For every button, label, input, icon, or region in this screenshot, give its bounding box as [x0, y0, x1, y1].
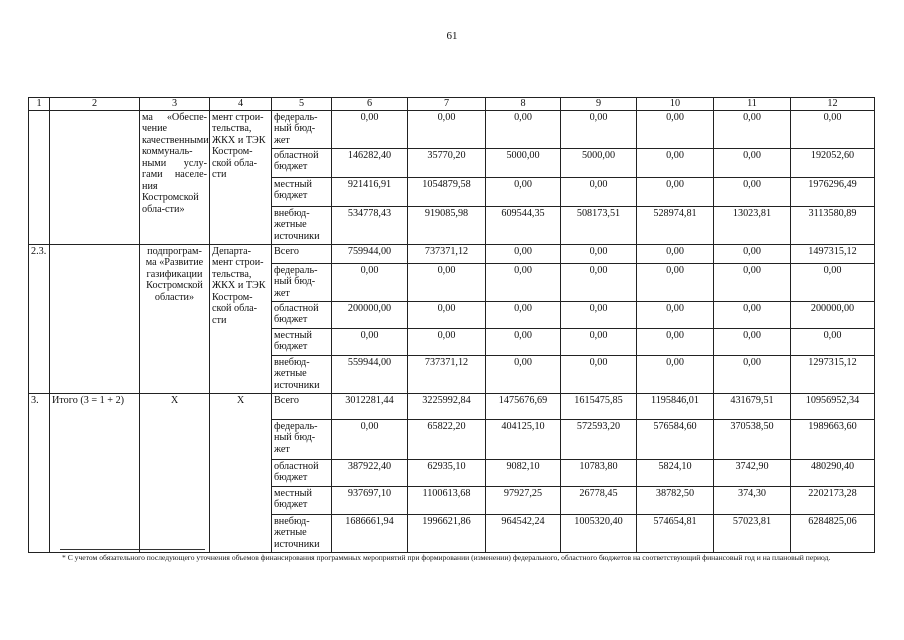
amount-cell: 0,00 — [486, 110, 561, 148]
amount-cell: 480290,40 — [791, 459, 875, 486]
amount-cell: 10956952,34 — [791, 393, 875, 419]
amount-cell: 0,00 — [714, 263, 791, 301]
column-number: 5 — [272, 98, 332, 111]
amount-cell: 0,00 — [486, 263, 561, 301]
budget-table — [28, 97, 875, 553]
amount-cell: 370538,50 — [714, 419, 791, 459]
column-number: 8 — [486, 98, 561, 111]
amount-cell: 3113580,89 — [791, 206, 875, 244]
funding-source: областной бюджет — [272, 148, 332, 177]
column-number: 4 — [210, 98, 272, 111]
amount-cell: 0,00 — [332, 110, 408, 148]
column-number: 10 — [637, 98, 714, 111]
amount-cell: 921416,91 — [332, 177, 408, 206]
executor: мент строи-тельства, ЖКХ и ТЭК Костром-ской обла-сти — [210, 110, 272, 244]
amount-cell: 1195846,01 — [637, 393, 714, 419]
amount-cell: 737371,12 — [408, 355, 486, 393]
amount-cell: 919085,98 — [408, 206, 486, 244]
amount-cell: 0,00 — [561, 328, 637, 355]
table-row — [29, 110, 875, 148]
amount-cell: 1996621,86 — [408, 514, 486, 552]
amount-cell: 508173,51 — [561, 206, 637, 244]
amount-cell: 1005320,40 — [561, 514, 637, 552]
table-row — [29, 244, 875, 263]
amount-cell: 0,00 — [714, 355, 791, 393]
amount-cell: 2202173,28 — [791, 486, 875, 514]
table-row — [29, 393, 875, 419]
amount-cell: 534778,43 — [332, 206, 408, 244]
amount-cell: 1497315,12 — [791, 244, 875, 263]
amount-cell: 65822,20 — [408, 419, 486, 459]
amount-cell: 0,00 — [561, 110, 637, 148]
amount-cell: 0,00 — [714, 110, 791, 148]
amount-cell: 0,00 — [408, 110, 486, 148]
amount-cell: 0,00 — [637, 244, 714, 263]
amount-cell: 13023,81 — [714, 206, 791, 244]
amount-cell: 937697,10 — [332, 486, 408, 514]
footnote-divider — [60, 549, 205, 550]
amount-cell: 0,00 — [332, 328, 408, 355]
funding-source: местный бюджет — [272, 328, 332, 355]
amount-cell: 0,00 — [637, 110, 714, 148]
amount-cell: 737371,12 — [408, 244, 486, 263]
column-number-row — [29, 98, 875, 111]
funding-source: областной бюджет — [272, 301, 332, 328]
amount-cell: 5824,10 — [637, 459, 714, 486]
column-number: 1 — [29, 98, 50, 111]
program-name: Х — [140, 393, 210, 552]
amount-cell: 0,00 — [714, 301, 791, 328]
column-number: 12 — [791, 98, 875, 111]
amount-cell: 559944,00 — [332, 355, 408, 393]
amount-cell: 0,00 — [637, 148, 714, 177]
amount-cell: 5000,00 — [561, 148, 637, 177]
amount-cell: 0,00 — [486, 244, 561, 263]
amount-cell: 192052,60 — [791, 148, 875, 177]
amount-cell: 0,00 — [332, 419, 408, 459]
row-number: 3. — [29, 393, 50, 552]
funding-source: внебюд-жетные источники — [272, 206, 332, 244]
amount-cell: 0,00 — [561, 177, 637, 206]
program-name-cell — [50, 244, 140, 393]
funding-source: Всего — [272, 244, 332, 263]
amount-cell: 3742,90 — [714, 459, 791, 486]
funding-source: внебюд-жетные источники — [272, 514, 332, 552]
amount-cell: 0,00 — [791, 328, 875, 355]
amount-cell: 0,00 — [637, 301, 714, 328]
funding-source: Всего — [272, 393, 332, 419]
amount-cell: 0,00 — [561, 244, 637, 263]
amount-cell: 574654,81 — [637, 514, 714, 552]
funding-source: федераль-ный бюд-жет — [272, 263, 332, 301]
amount-cell: 404125,10 — [486, 419, 561, 459]
amount-cell: 10783,80 — [561, 459, 637, 486]
amount-cell: 576584,60 — [637, 419, 714, 459]
program-name-cell — [50, 110, 140, 244]
amount-cell: 5000,00 — [486, 148, 561, 177]
row-number: 2.3. — [29, 244, 50, 393]
amount-cell: 97927,25 — [486, 486, 561, 514]
program-name: ма «Обеспе-чение качественными коммуналь-ными услу-гами населе-ния Костромской обла-сти» — [140, 110, 210, 244]
amount-cell: 0,00 — [408, 328, 486, 355]
amount-cell: 0,00 — [637, 355, 714, 393]
amount-cell: 9082,10 — [486, 459, 561, 486]
column-number: 9 — [561, 98, 637, 111]
amount-cell: 431679,51 — [714, 393, 791, 419]
amount-cell: 572593,20 — [561, 419, 637, 459]
amount-cell: 1475676,69 — [486, 393, 561, 419]
amount-cell: 0,00 — [561, 301, 637, 328]
program-name: подпрограм-ма «Развитие газификации Костромской области» — [140, 244, 210, 393]
amount-cell: 0,00 — [408, 301, 486, 328]
amount-cell: 0,00 — [714, 177, 791, 206]
amount-cell: 0,00 — [791, 263, 875, 301]
amount-cell: 0,00 — [332, 263, 408, 301]
funding-source: внебюд-жетные источники — [272, 355, 332, 393]
amount-cell: 609544,35 — [486, 206, 561, 244]
page-number: 61 — [446, 30, 458, 42]
amount-cell: 0,00 — [714, 148, 791, 177]
amount-cell: 3225992,84 — [408, 393, 486, 419]
amount-cell: 0,00 — [486, 301, 561, 328]
footnote: * С учетом обязательного последующего уточнения объемов финансирования программных мероприятий при формировании (изменении) федерального, областного бюджетов на соответствующий финансовый год и на плановый период. — [62, 553, 831, 562]
amount-cell: 374,30 — [714, 486, 791, 514]
amount-cell: 38782,50 — [637, 486, 714, 514]
funding-source: местный бюджет — [272, 177, 332, 206]
funding-source: местный бюджет — [272, 486, 332, 514]
amount-cell: 1297315,12 — [791, 355, 875, 393]
column-number: 7 — [408, 98, 486, 111]
amount-cell: 0,00 — [486, 328, 561, 355]
amount-cell: 6284825,06 — [791, 514, 875, 552]
program-name-cell: Итого (3 = 1 + 2) — [50, 393, 140, 552]
amount-cell: 1054879,58 — [408, 177, 486, 206]
amount-cell: 0,00 — [714, 328, 791, 355]
amount-cell: 0,00 — [791, 110, 875, 148]
amount-cell: 1100613,68 — [408, 486, 486, 514]
amount-cell: 0,00 — [408, 263, 486, 301]
funding-source: областной бюджет — [272, 459, 332, 486]
amount-cell: 0,00 — [637, 328, 714, 355]
amount-cell: 759944,00 — [332, 244, 408, 263]
amount-cell: 0,00 — [561, 263, 637, 301]
column-number: 11 — [714, 98, 791, 111]
row-number — [29, 110, 50, 244]
amount-cell: 387922,40 — [332, 459, 408, 486]
amount-cell: 62935,10 — [408, 459, 486, 486]
amount-cell: 1686661,94 — [332, 514, 408, 552]
amount-cell: 1976296,49 — [791, 177, 875, 206]
amount-cell: 0,00 — [486, 177, 561, 206]
amount-cell: 0,00 — [637, 263, 714, 301]
amount-cell: 0,00 — [561, 355, 637, 393]
amount-cell: 200000,00 — [332, 301, 408, 328]
amount-cell: 1615475,85 — [561, 393, 637, 419]
amount-cell: 200000,00 — [791, 301, 875, 328]
amount-cell: 35770,20 — [408, 148, 486, 177]
amount-cell: 146282,40 — [332, 148, 408, 177]
column-number: 3 — [140, 98, 210, 111]
amount-cell: 3012281,44 — [332, 393, 408, 419]
executor: Департа-мент строи-тельства, ЖКХ и ТЭК Костром-ской обла-сти — [210, 244, 272, 393]
amount-cell: 1989663,60 — [791, 419, 875, 459]
amount-cell: 0,00 — [637, 177, 714, 206]
funding-source: федераль-ный бюд-жет — [272, 110, 332, 148]
amount-cell: 528974,81 — [637, 206, 714, 244]
funding-source: федераль-ный бюд-жет — [272, 419, 332, 459]
column-number: 2 — [50, 98, 140, 111]
amount-cell: 0,00 — [714, 244, 791, 263]
amount-cell: 0,00 — [486, 355, 561, 393]
executor: Х — [210, 393, 272, 552]
column-number: 6 — [332, 98, 408, 111]
amount-cell: 57023,81 — [714, 514, 791, 552]
amount-cell: 964542,24 — [486, 514, 561, 552]
table-body — [29, 98, 875, 553]
amount-cell: 26778,45 — [561, 486, 637, 514]
